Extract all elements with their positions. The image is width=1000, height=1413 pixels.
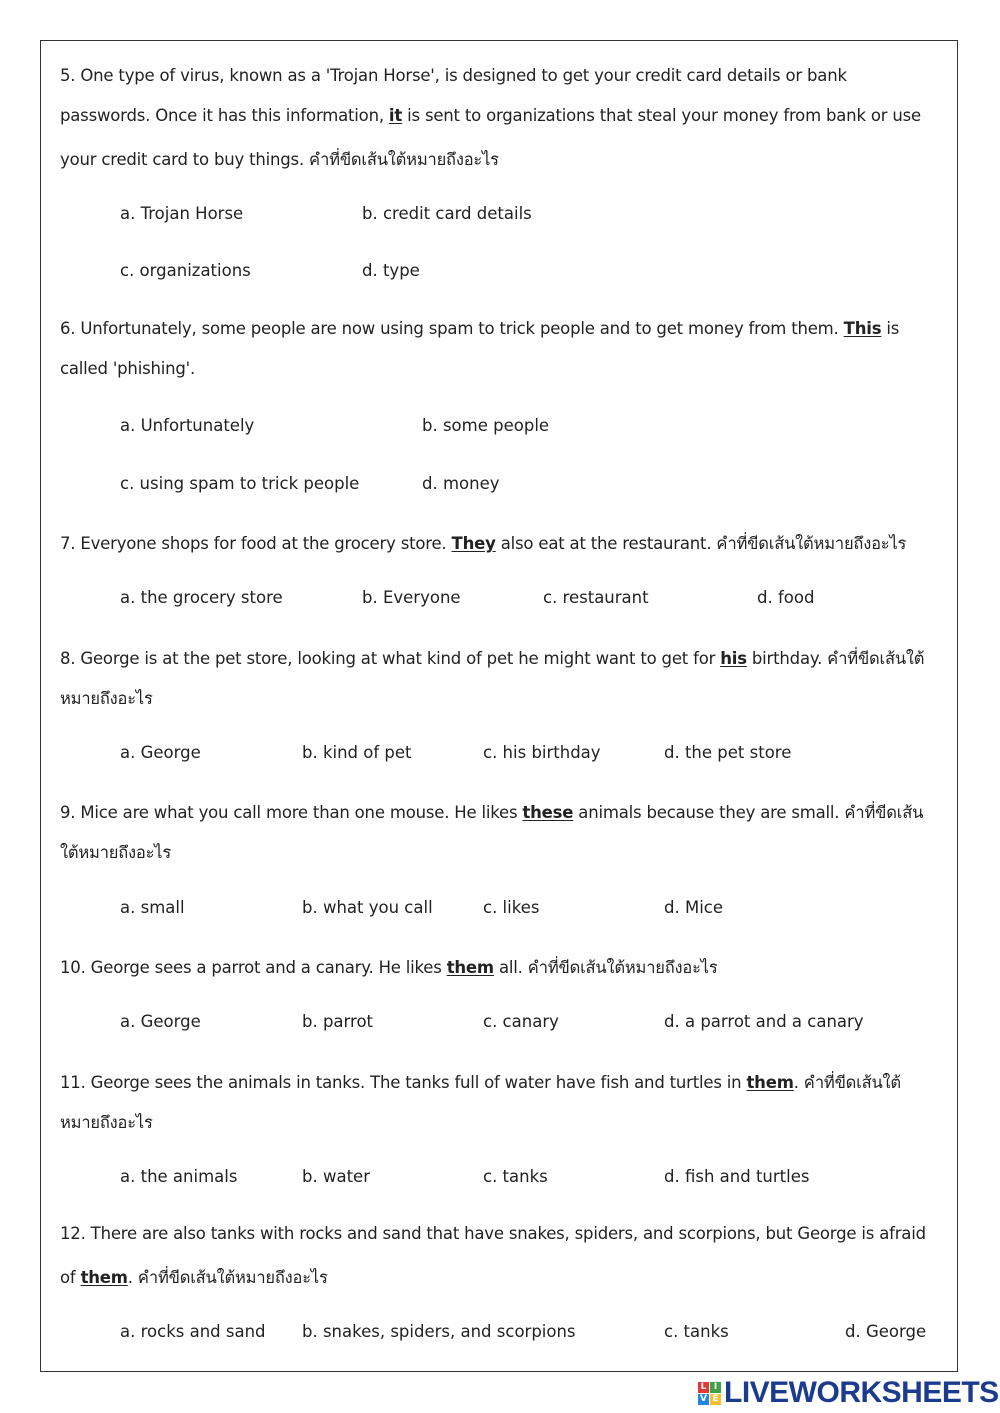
q12-underlined-word: them bbox=[80, 1268, 128, 1287]
q12-line-2: of them. คำที่ขีดเส้นใต้หมายถึงอะไร bbox=[60, 1268, 328, 1287]
q6-line-2: called 'phishing'. bbox=[60, 359, 196, 378]
q7-option-d[interactable]: d. food bbox=[757, 588, 815, 607]
q12-option-d[interactable]: d. George bbox=[845, 1322, 927, 1341]
q7-option-b[interactable]: b. Everyone bbox=[362, 588, 461, 607]
q10-line-1: 10. George sees a parrot and a canary. He likes them all. คำที่ขีดเส้นใต้หมายถึงอะไร bbox=[60, 958, 718, 977]
logo-block: L bbox=[698, 1382, 709, 1393]
q10-option-a[interactable]: a. George bbox=[120, 1012, 201, 1031]
q8-option-a[interactable]: a. George bbox=[120, 743, 201, 762]
q7-option-a[interactable]: a. the grocery store bbox=[120, 588, 283, 607]
q10-underlined-word: them bbox=[446, 958, 494, 977]
q11-option-a[interactable]: a. the animals bbox=[120, 1167, 238, 1186]
q9-option-d[interactable]: d. Mice bbox=[664, 898, 724, 917]
logo-block: E bbox=[710, 1394, 721, 1405]
q9-option-a[interactable]: a. small bbox=[120, 898, 185, 917]
q11-option-b[interactable]: b. water bbox=[302, 1167, 370, 1186]
q8-option-d[interactable]: d. the pet store bbox=[664, 743, 792, 762]
logo-block: V bbox=[698, 1394, 709, 1405]
q10-option-b[interactable]: b. parrot bbox=[302, 1012, 374, 1031]
q6-underlined-word: This bbox=[843, 319, 882, 338]
q12-option-b[interactable]: b. snakes, spiders, and scorpions bbox=[302, 1322, 576, 1341]
logo-blocks-icon bbox=[698, 1382, 721, 1405]
q11-option-d[interactable]: d. fish and turtles bbox=[664, 1167, 810, 1186]
q5-line-2: passwords. Once it has this information, it is sent to organizations that steal your money from bank or use bbox=[60, 106, 921, 125]
q5-option-a[interactable]: a. Trojan Horse bbox=[120, 204, 244, 223]
q6-option-b[interactable]: b. some people bbox=[422, 416, 550, 435]
q7-underlined-word: They bbox=[451, 534, 496, 553]
q11-line-1: 11. George sees the animals in tanks. The tanks full of water have fish and turtles in them. คำที่ขีดเส้นใต้ bbox=[60, 1073, 901, 1092]
q5-line-1: 5. One type of virus, known as a 'Trojan Horse', is designed to get your credit card details or bank bbox=[60, 66, 847, 85]
q9-option-b[interactable]: b. what you call bbox=[302, 898, 433, 917]
q10-option-d[interactable]: d. a parrot and a canary bbox=[664, 1012, 864, 1031]
q11-line-2: หมายถึงอะไร bbox=[60, 1113, 153, 1132]
q8-underlined-word: his bbox=[720, 649, 747, 668]
liveworksheets-logo[interactable] bbox=[698, 1378, 999, 1408]
q7-line-1: 7. Everyone shops for food at the grocery store. They also eat at the restaurant. คำที่ขีดเส้นใต้หมายถึงอะไร bbox=[60, 534, 907, 553]
q6-option-c[interactable]: c. using spam to trick people bbox=[120, 474, 360, 493]
q9-line-2: ใต้หมายถึงอะไร bbox=[60, 843, 172, 862]
q6-option-a[interactable]: a. Unfortunately bbox=[120, 416, 255, 435]
q5-option-c[interactable]: c. organizations bbox=[120, 261, 251, 280]
q5-option-b[interactable]: b. credit card details bbox=[362, 204, 532, 223]
q11-underlined-word: them bbox=[746, 1073, 794, 1092]
q6-line-1: 6. Unfortunately, some people are now using spam to trick people and to get money from them. This is bbox=[60, 319, 900, 338]
q8-option-c[interactable]: c. his birthday bbox=[483, 743, 601, 762]
q9-line-1: 9. Mice are what you call more than one mouse. He likes these animals because they are small. คำที่ขีดเส้น bbox=[60, 803, 924, 822]
q8-line-2: หมายถึงอะไร bbox=[60, 689, 153, 708]
q8-line-1: 8. George is at the pet store, looking at what kind of pet he might want to get for his birthday. คำที่ขีดเส้นใต้ bbox=[60, 649, 925, 668]
q9-underlined-word: these bbox=[522, 803, 574, 822]
q5-underlined-word: it bbox=[388, 106, 403, 125]
q12-line-1: 12. There are also tanks with rocks and sand that have snakes, spiders, and scorpions, but George is afraid bbox=[60, 1224, 926, 1243]
q5-line-3: your credit card to buy things. คำที่ขีดเส้นใต้หมายถึงอะไร bbox=[60, 150, 499, 169]
q10-option-c[interactable]: c. canary bbox=[483, 1012, 559, 1031]
q7-option-c[interactable]: c. restaurant bbox=[543, 588, 649, 607]
q9-option-c[interactable]: c. likes bbox=[483, 898, 540, 917]
logo-block: I bbox=[710, 1382, 721, 1393]
q12-option-c[interactable]: c. tanks bbox=[664, 1322, 729, 1341]
q5-option-d[interactable]: d. type bbox=[362, 261, 420, 280]
logo-text: LIVEWORKSHEETS bbox=[724, 1376, 999, 1409]
q12-option-a[interactable]: a. rocks and sand bbox=[120, 1322, 266, 1341]
q6-option-d[interactable]: d. money bbox=[422, 474, 500, 493]
q11-option-c[interactable]: c. tanks bbox=[483, 1167, 548, 1186]
q8-option-b[interactable]: b. kind of pet bbox=[302, 743, 412, 762]
